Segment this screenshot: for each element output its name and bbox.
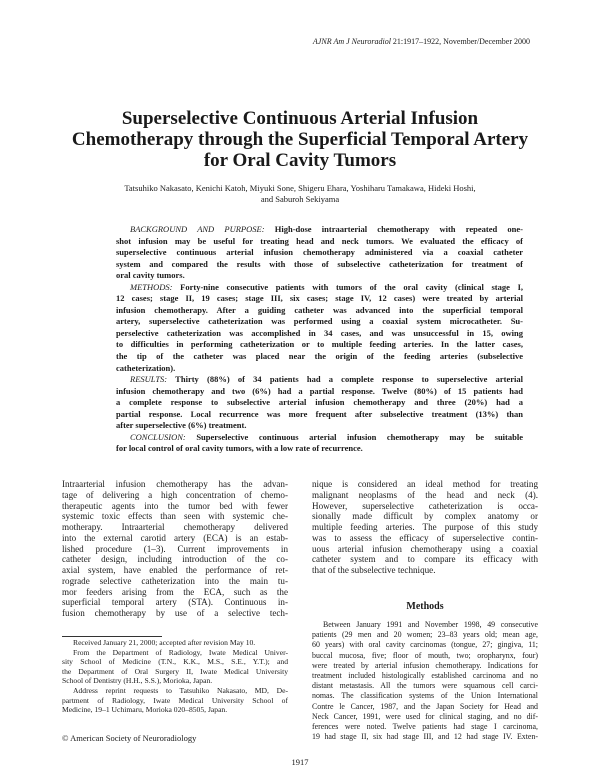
author-line: Tatsuhiko Nakasato, Kenichi Katoh, Miyuki Sone, Shigeru Ehara, Yoshiharu Tamakawa, Hideki Hoshi, (124, 183, 476, 193)
footnote-line: partment of Radiology, Iwate Medical University School of (62, 695, 288, 705)
abstract (116, 224, 523, 455)
methods-line: Neck Cancer, 1991, were used for clinical staging, and no dif- (312, 711, 538, 721)
title-line: for Oral Cavity Tumors (203, 150, 397, 171)
journal-name: AJNR Am J Neuroradiol (312, 37, 391, 46)
body-line: catheter design, including introduction of the co- (62, 554, 288, 565)
abstract-line (116, 432, 523, 444)
footnote-line: Address reprint requests to Tatsuhiko Nakasato, MD, De- (73, 685, 288, 695)
body-line: nique is considered an ideal method for treating (312, 479, 538, 489)
abstract-line: perselective catheterization was accomplished in 34 cases, and was unsuccessful in 15, owing (116, 327, 523, 338)
body-line: sionally made difficult by complex anatomy or (312, 511, 538, 522)
abstract-line (116, 224, 523, 236)
abstract-line: a complete response to subselective arterial infusion chemotherapy and three (20%) had a (116, 397, 523, 408)
abstract-line: oral cavity tumors. (116, 270, 185, 281)
abstract-line: after superselective (6%) treatment. (116, 420, 247, 431)
footnote-line: School of Dentistry (H.H., S.S.), Morioka, Japan. (62, 676, 213, 686)
intro-left-column (62, 479, 288, 619)
body-line: was to assess the efficacy of superselective contin- (312, 532, 538, 543)
author-list (100, 183, 500, 205)
body-line: superficial temporal artery (STA). Continuous in- (62, 597, 288, 608)
abstract-line: infusion chemotherapy. After a guiding catheter was advanced into the superficial temporal (116, 304, 523, 315)
body-line: axial system, have enabled the performance of ret- (62, 565, 288, 575)
body-line: Intraarterial infusion chemotherapy has the advan- (62, 479, 288, 489)
background-label: BACKGROUND AND PURPOSE: (130, 224, 265, 234)
methods-line: ferences were noted. Twelve patients had stage I carcinoma, (312, 721, 538, 731)
body-line: fusion chemotherapy by use of a selective tech- (62, 608, 288, 618)
abstract-line: the tip of the catheter was placed near the origin of the feeding arteries (subselective (116, 351, 523, 362)
methods-line: Contre le Cancer, 1987, and the Japan Society for Head and (312, 701, 538, 711)
page-number: 1917 (291, 757, 309, 767)
abstract-line: artery, superselective catheterization was performed using a coaxial system microcatheter. Su- (116, 316, 523, 327)
footnote-line: From the Department of Radiology, Iwate Medical Univer- (73, 647, 288, 657)
running-header (313, 37, 530, 46)
abstract-line: partial response. Local recurrence was more frequent after subselective treatment (13%) than (116, 408, 523, 419)
body-line: therapeutic agents into the tumor bed with fewer (62, 500, 288, 511)
body-line: lished procedure (1–3). Current improvements in (62, 543, 288, 554)
abstract-line (116, 374, 523, 386)
body-line: malignant neoplasms of the head and neck (4). (312, 489, 538, 500)
methods-line: 60 years) with oral cavity carcinomas (tongue, 27; gingiva, 11; (312, 640, 538, 650)
methods-line: nomas. The classification systems of the Union International (312, 691, 538, 701)
body-line: systemic toxic effects than seen with systemic che- (62, 511, 288, 522)
footnote-divider (62, 636, 162, 637)
body-line: However, superselective catheterization is occa- (312, 500, 538, 511)
abstract-line: infusion chemotherapy and two (6%) had a partial response. Twelve (80%) of 15 patients had (116, 385, 523, 396)
abstract-line: superselective continuous arterial infusion chemotherapy administered via a coaxial catheter (116, 247, 523, 258)
footnote-line: sity School of Medicine (T.N., K.K., M.S., S.E., Y.T.); and (62, 657, 288, 667)
body-line: that of the subselective technique. (312, 565, 436, 575)
methods-line: treatment included histologically established carcinoma and no (312, 670, 538, 680)
abstract-line: for local control of oral cavity tumors, with a low rate of recurrence. (116, 443, 363, 454)
footnotes (62, 638, 288, 715)
title-line: Superselective Continuous Arterial Infusion (121, 108, 479, 129)
copyright-notice: © American Society of Neuroradiology (62, 733, 197, 743)
methods-line: patients (29 men and 20 women; 23–83 years old; mean age, (312, 630, 538, 640)
methods-label: METHODS: (130, 281, 173, 292)
footnote-line: the Department of Oral Surgery II, Iwate Medical University (62, 666, 288, 676)
article-title (62, 108, 538, 171)
abstract-line (116, 282, 523, 294)
abstract-line: 12 cases; stage II, 19 cases; stage III, six cases; stage IV, 12 cases) were treated by arterial (116, 293, 523, 304)
methods-line: Between January 1991 and November 1998, 49 consecutive (323, 620, 538, 629)
methods-line: buccal mucosa, five; floor of mouth, two; oropharynx, four) (312, 650, 538, 660)
body-line: mor feeders arising from the ECA, such as the (62, 586, 288, 597)
results-label: RESULTS: (130, 374, 168, 385)
methods-text (312, 620, 538, 742)
abstract-text: Thirty (88%) of 34 patients had a complete response to superselective arterial (167, 374, 523, 385)
footnote-line: Medicine, 19–1 Uchimaru, Morioka 020–8505, Japan. (62, 705, 228, 715)
methods-heading: Methods (406, 601, 444, 612)
author-line: and Saburoh Sekiyama (260, 194, 340, 204)
methods-line: 19 had stage II, six had stage III, and 12 had stage IV. Exten- (312, 732, 538, 742)
body-line: uous arterial infusion chemotherapy using a coaxial (312, 543, 538, 554)
body-line: into the external carotid artery (ECA) is an estab- (62, 532, 288, 543)
body-line: motherapy. Intraarterial chemotherapy delivered (62, 522, 288, 532)
abstract-text: High-dose intraarterial chemotherapy with repeated one- (264, 224, 523, 234)
methods-line: distant metastasis. All the tumors were squamous cell carci- (312, 681, 538, 691)
conclusion-label: CONCLUSION: (130, 431, 186, 442)
title-line: Chemotherapy through the Superficial Temporal Artery (71, 129, 529, 150)
body-line: tage of delivering a high concentration of chemo- (62, 489, 288, 500)
body-line: catheter system and to compare its efficacy with (312, 554, 538, 565)
abstract-line: shot infusion may be useful for treating head and neck tumors. We evaluated the efficacy of (116, 235, 523, 246)
abstract-text: Superselective continuous arterial infusion chemotherapy may be suitable (185, 431, 523, 442)
body-line: rograde selective catheterization into the main tu- (62, 575, 288, 586)
abstract-line: catheterization). (116, 362, 176, 373)
methods-line: were treated by arterial infusion chemotherapy. Indications for (312, 660, 538, 670)
intro-right-column (312, 479, 538, 576)
citation-info: 21:1917–1922, November/December 2000 (390, 37, 530, 46)
footnote-line: Received January 21, 2000; accepted after revision May 10. (73, 638, 256, 647)
abstract-line: system and compared the results with those of subselective catheterization for treatment of (116, 258, 523, 269)
abstract-line: to difficulties in performing catheterization or to multiple feeding arteries. In the latter cases, (116, 339, 523, 350)
abstract-text: Forty-nine consecutive patients with tumors of the oral cavity (clinical stage I, (172, 281, 523, 292)
body-line: multiple feeding arteries. The purpose of this study (312, 522, 538, 532)
